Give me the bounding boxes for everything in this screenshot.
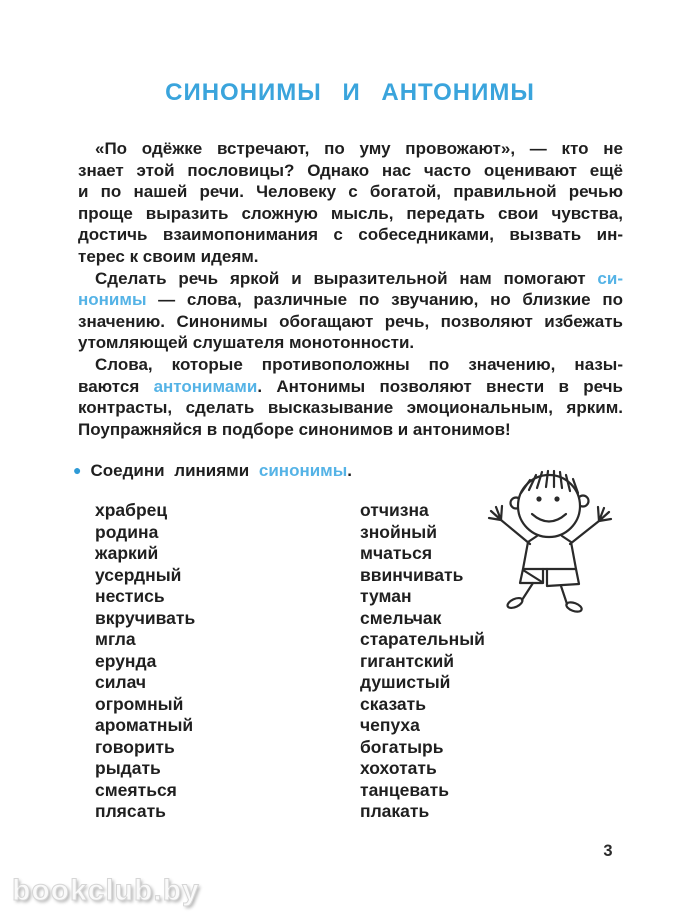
- word-item: мгла: [95, 629, 136, 649]
- text-segment: ваются: [78, 376, 154, 396]
- word-item: богатырь: [360, 736, 444, 757]
- text-segment: Поупражняйся в подборе синонимов и антонимов!: [78, 419, 511, 439]
- word-item: храбрец: [95, 500, 168, 520]
- text-segment: . Антонимы позволяют внести в речь: [257, 376, 623, 396]
- word-item: говорить: [95, 736, 175, 757]
- word-item: нестись: [95, 586, 165, 606]
- page-title: СИНОНИМЫ И АНТОНИМЫ: [165, 79, 535, 106]
- text-line: [78, 332, 623, 354]
- bullet-icon: ●: [73, 462, 82, 478]
- text-segment: Соедини линиями: [90, 461, 259, 480]
- child-shorts-fold: [523, 570, 542, 582]
- word-item: мчаться: [360, 543, 433, 563]
- text-line: [78, 289, 623, 311]
- text-segment: утомляющей слушателя монотонности.: [78, 333, 415, 353]
- watermark: bookclub.by: [12, 874, 200, 907]
- child-leg-left: [522, 583, 533, 600]
- word-item: плясать: [95, 801, 166, 821]
- text-line: [78, 268, 623, 290]
- exercise-instruction: [73, 461, 493, 481]
- word-item: плакать: [360, 801, 430, 821]
- paragraph-2: [78, 268, 623, 354]
- text-line: [78, 376, 623, 398]
- happy-child-illustration: [486, 466, 620, 614]
- word-item: рыдать: [95, 758, 161, 778]
- text-line: [78, 246, 623, 268]
- text-line: [78, 138, 623, 160]
- paragraph-3: [78, 354, 623, 440]
- word-item: гигантский: [360, 650, 454, 671]
- highlighted-term: антонимами: [153, 376, 258, 396]
- child-leg-right: [561, 586, 567, 604]
- text-segment: «По одёжке встречают, по уму провожают», — кто не: [95, 139, 623, 158]
- word-item: жаркий: [95, 543, 159, 563]
- text-segment: знает этой пословицы? Однако нас часто оценивают ещё: [78, 160, 623, 180]
- child-shirt: [523, 536, 576, 569]
- instruction-text: [90, 461, 352, 480]
- child-hand-right: [598, 507, 611, 521]
- text-line: [78, 354, 623, 376]
- text-segment: контрасты, сделать высказывание эмоциональным, ярким.: [78, 398, 623, 418]
- word-item: ароматный: [95, 715, 194, 735]
- word-item: знойный: [360, 521, 437, 542]
- word-item: сказать: [360, 693, 426, 714]
- text-segment: Слова, которые противоположны по значению, назы-: [95, 354, 623, 374]
- left-word-column: [95, 500, 335, 823]
- text-segment: терес к своим идеям.: [78, 246, 259, 266]
- child-hand-left: [489, 506, 502, 520]
- text-segment: — слова, различные по звучанию, но близкие по: [146, 290, 623, 310]
- highlighted-term: нонимы: [78, 290, 147, 310]
- word-item: огромный: [95, 693, 184, 714]
- word-item: смельчак: [360, 607, 442, 628]
- text-line: [78, 397, 623, 419]
- text-segment: проще выразить сложную мысль, передать свои чувства,: [78, 203, 623, 223]
- word-item: старательный: [360, 629, 485, 649]
- child-foot-left: [506, 596, 524, 610]
- word-item: родина: [95, 521, 159, 542]
- word-item: отчизна: [360, 500, 429, 520]
- text-line: [78, 224, 623, 246]
- text-segment: значению. Синонимы обогащают речь, позволяют избежать: [78, 311, 623, 331]
- highlighted-term: си-: [597, 268, 623, 288]
- word-item: хохотать: [360, 758, 437, 778]
- word-item: вкручивать: [95, 607, 196, 628]
- child-foot-right: [565, 601, 583, 614]
- word-item: танцевать: [360, 779, 449, 800]
- word-item: чепуха: [360, 715, 420, 735]
- word-item: силач: [95, 672, 147, 692]
- word-item: душистый: [360, 672, 451, 692]
- text-segment: достичь взаимопонимания с собеседниками, вызвать ин-: [78, 225, 623, 245]
- paragraph-1: [78, 138, 623, 268]
- text-segment: и по нашей речи. Человеку с богатой, правильной речью: [78, 182, 623, 202]
- text-line: [78, 203, 623, 225]
- text-segment: Сделать речь яркой и выразительной нам помогают: [95, 268, 598, 288]
- child-eye-left: [536, 496, 541, 501]
- word-item: туман: [360, 586, 412, 606]
- word-item: усердный: [95, 564, 182, 585]
- text-line: [78, 181, 623, 203]
- child-eye-right: [554, 496, 559, 501]
- word-item: ерунда: [95, 650, 157, 671]
- text-line: [78, 311, 623, 333]
- word-item: ввинчивать: [360, 564, 464, 585]
- word-item: смеяться: [95, 779, 177, 800]
- text-segment: .: [347, 461, 353, 480]
- intro-text: [78, 138, 623, 440]
- text-line: [78, 419, 623, 441]
- highlighted-term: синонимы: [258, 461, 348, 480]
- page-number: 3: [603, 842, 613, 860]
- child-shorts-right: [547, 569, 579, 586]
- text-line: [78, 160, 623, 182]
